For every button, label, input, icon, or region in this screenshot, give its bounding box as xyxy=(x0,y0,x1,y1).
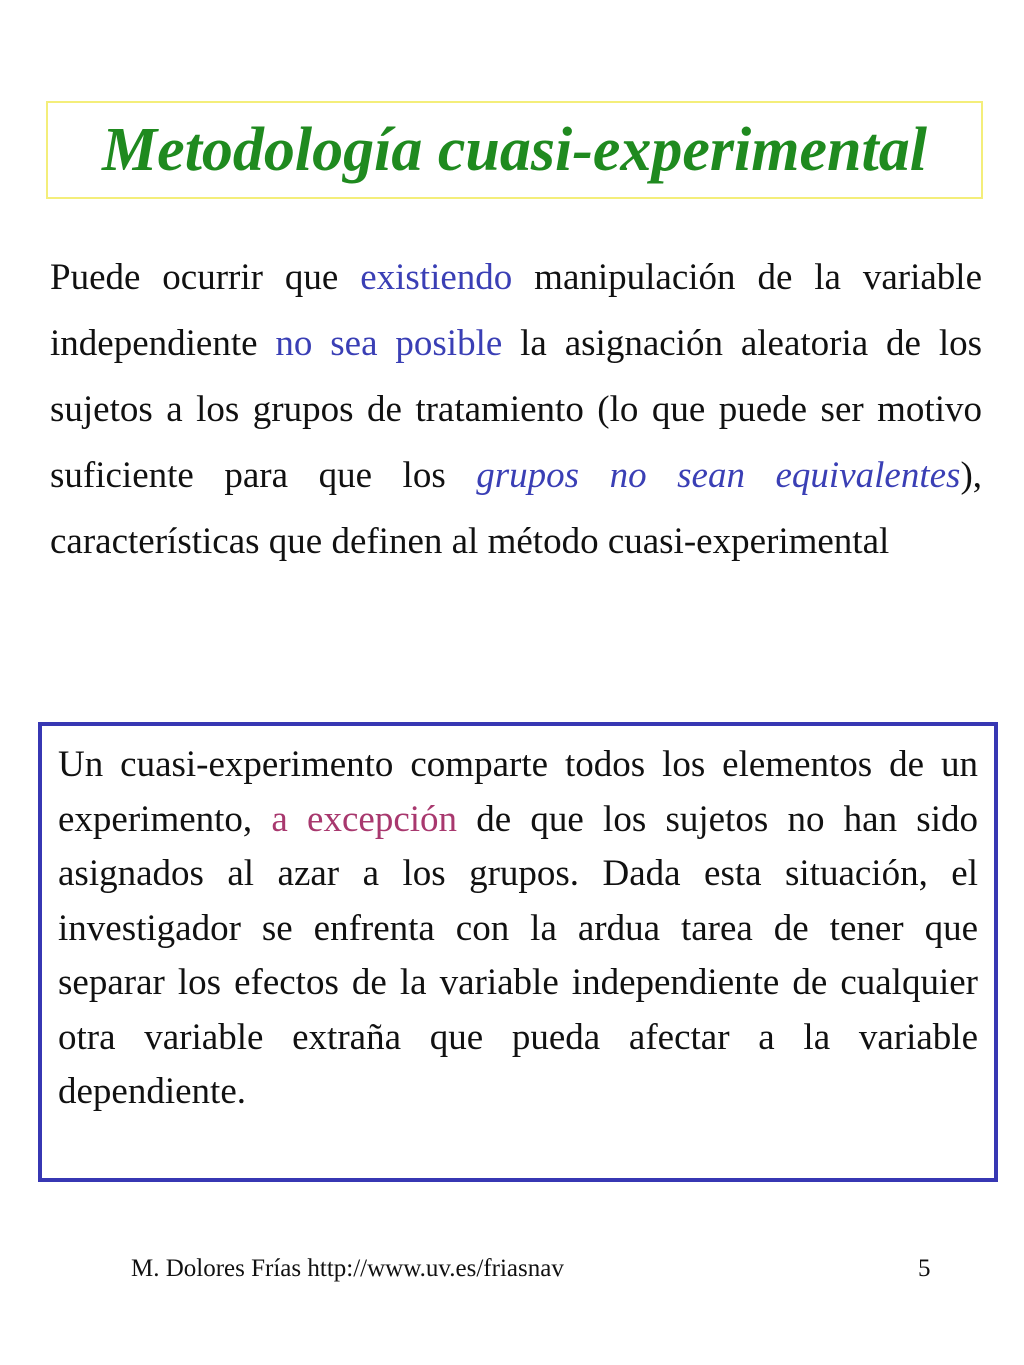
title-frame xyxy=(46,101,983,199)
definition-highlight-excepcion: a excepción xyxy=(271,798,458,840)
intro-highlight-grupos: grupos no sean equivalentes xyxy=(476,455,961,496)
footer-author: M. Dolores Frías http://www.uv.es/friasnav xyxy=(131,1255,564,1282)
definition-box xyxy=(38,722,998,1182)
intro-text-1: Puede ocurrir que xyxy=(50,257,361,298)
definition-text-1: Un cuasi-experimento comparte todos los elementos de un experimento, xyxy=(58,744,978,840)
slide-title: Metodología cuasi-experimental xyxy=(102,116,927,184)
intro-text-2: manipulación de la variable independiente xyxy=(50,257,982,364)
page-number: 5 xyxy=(918,1255,931,1282)
intro-highlight-existiendo: existiendo xyxy=(360,257,513,298)
intro-text-4: ), características que definen al método cuasi-experimental xyxy=(50,455,983,562)
definition-text-2: de que los sujetos no han sido asignados al azar a los grupos. Dada esta situación, el investigador se enfrenta con la ardua tarea de tener que separar los efectos de la variable independiente de cualquier otra variable extraña que pueda afectar a la variable dependiente. xyxy=(58,798,978,1112)
intro-paragraph xyxy=(50,245,982,575)
definition-paragraph xyxy=(58,738,978,1120)
intro-highlight-no-sea-posible: no sea posible xyxy=(275,323,503,364)
intro-text-3: la asignación aleatoria de los sujetos a los grupos de tratamiento (lo que puede ser motivo suficiente para que los xyxy=(50,323,983,496)
